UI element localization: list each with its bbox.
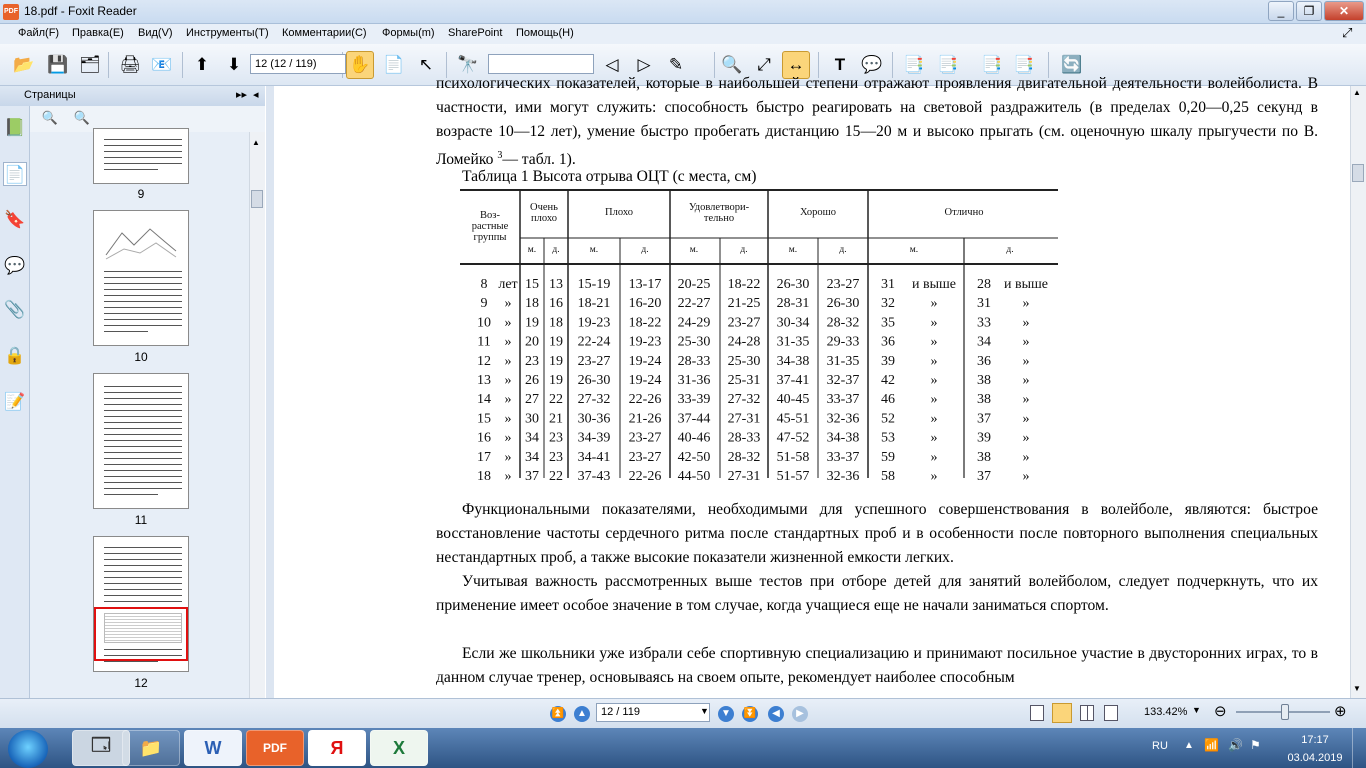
table-cell: 22 bbox=[549, 392, 563, 408]
toolbar-separator bbox=[182, 52, 183, 78]
open-icon[interactable]: 📂 bbox=[13, 55, 35, 74]
table-cell: 23-27 bbox=[727, 315, 761, 331]
taskbar-explorer-window[interactable]: 🗔 bbox=[72, 730, 130, 766]
sidebar-scrollbar[interactable] bbox=[249, 132, 265, 698]
table-cell: 33-37 bbox=[826, 449, 860, 465]
next-page-icon[interactable]: ▼ bbox=[718, 706, 734, 722]
clock-time[interactable]: 17:17 bbox=[1301, 734, 1329, 746]
table-cell: 25-31 bbox=[727, 373, 761, 388]
pages-panel-icon[interactable]: 📄 bbox=[3, 162, 27, 186]
zoom-slider-handle[interactable] bbox=[1281, 704, 1289, 720]
table-cell: 30-36 bbox=[577, 411, 611, 427]
table-cell: 33 bbox=[977, 315, 991, 331]
select-arrow-icon[interactable]: ↖ bbox=[418, 55, 434, 74]
table-cell: 51-57 bbox=[776, 469, 810, 484]
continuous-facing-icon[interactable] bbox=[1104, 705, 1118, 721]
layers-panel-icon[interactable]: 🔖 bbox=[4, 210, 26, 229]
column-header-age: растные bbox=[471, 221, 509, 232]
table-cell: 30-34 bbox=[776, 315, 810, 331]
save-icon[interactable]: 💾 bbox=[47, 55, 69, 74]
table-cell: 16 bbox=[477, 430, 491, 446]
thumbnail-number: 12 bbox=[134, 676, 148, 690]
convert-pdf-icon[interactable]: 📑 bbox=[937, 55, 959, 74]
table-cell: 31-35 bbox=[776, 334, 810, 350]
sidebar-scroll-thumb[interactable] bbox=[251, 190, 263, 208]
table-cell: 27-31 bbox=[727, 469, 761, 484]
menu-bar bbox=[0, 24, 1366, 44]
table-cell: 23 bbox=[525, 353, 539, 369]
column-header-group: Отлично bbox=[944, 207, 984, 218]
table-cell: 10 bbox=[477, 315, 491, 331]
previous-page-icon[interactable]: ⬆ bbox=[194, 55, 210, 74]
table-cell: » bbox=[504, 469, 512, 484]
table-cell: 26-30 bbox=[776, 277, 810, 292]
table-cell: 32-37 bbox=[826, 373, 860, 388]
table-cell: 28-33 bbox=[727, 430, 761, 446]
search-input[interactable] bbox=[488, 54, 594, 74]
menu-edit[interactable]: Правка(E) bbox=[72, 27, 124, 39]
find-binoculars-icon[interactable]: 🔭 bbox=[457, 55, 479, 74]
table-cell: 40-45 bbox=[776, 392, 810, 408]
table-cell: 12 bbox=[477, 353, 491, 369]
table-cell: 32-36 bbox=[826, 469, 860, 484]
table-cell: » bbox=[504, 353, 512, 369]
previous-result-icon[interactable]: ◁ bbox=[605, 55, 619, 74]
menu-comments[interactable]: Комментарии(C) bbox=[282, 27, 367, 39]
next-page-icon[interactable]: ⬇ bbox=[226, 55, 242, 74]
table-cell: 26-30 bbox=[577, 373, 611, 388]
note-icon[interactable]: 💬 bbox=[861, 55, 883, 74]
reduce-thumbnails-icon[interactable]: 🔍 bbox=[73, 110, 91, 125]
start-button[interactable] bbox=[8, 730, 48, 768]
table-cell: 46 bbox=[881, 392, 895, 408]
table-cell: 20 bbox=[525, 334, 539, 350]
table-cell: 13 bbox=[477, 373, 491, 388]
table-cell: 16 bbox=[549, 296, 563, 312]
column-header-group: Плохо bbox=[605, 207, 633, 218]
table-cell: 37 bbox=[977, 411, 991, 427]
page-number-input[interactable]: 12 (12 / 119) bbox=[250, 54, 346, 74]
table-cell: 9 bbox=[480, 296, 488, 312]
table-cell: 23-27 bbox=[577, 353, 611, 369]
pdf-settings-icon[interactable]: 📑 bbox=[1013, 55, 1035, 74]
table-cell: 22-27 bbox=[677, 296, 711, 312]
table-cell: » bbox=[930, 315, 938, 331]
table-cell: 22 bbox=[549, 469, 563, 484]
table-cell: » bbox=[930, 373, 938, 388]
table-cell: » bbox=[930, 449, 938, 465]
table-cell: 18 bbox=[477, 469, 491, 484]
menu-tools[interactable]: Инструменты(T) bbox=[186, 27, 269, 39]
menu-sharepoint[interactable]: SharePoint bbox=[448, 27, 503, 39]
table-cell: 45-51 bbox=[776, 411, 810, 427]
last-page-icon[interactable]: ⏬ bbox=[742, 706, 758, 722]
menu-forms[interactable]: Формы(m) bbox=[382, 27, 435, 39]
scanned-table bbox=[458, 188, 1060, 492]
table-cell: 47-52 bbox=[776, 430, 810, 446]
network-icon[interactable]: 📶 bbox=[1204, 738, 1219, 752]
print-icon[interactable]: 🖨 bbox=[119, 55, 141, 74]
table-cell: 22-26 bbox=[628, 392, 662, 408]
thumbnail-number: 11 bbox=[134, 513, 148, 527]
page-thumbnails bbox=[30, 132, 248, 698]
table-cell: 25-30 bbox=[727, 353, 761, 369]
table-cell: 29-33 bbox=[826, 334, 860, 350]
page-thumbnail[interactable] bbox=[93, 373, 189, 509]
table-cell: » bbox=[930, 411, 938, 427]
single-page-icon[interactable] bbox=[1030, 705, 1044, 721]
status-page-input[interactable]: 12 / 119 bbox=[596, 703, 710, 722]
table-cell: 19-24 bbox=[628, 353, 662, 369]
table-cell: 44-50 bbox=[677, 469, 711, 484]
signatures-panel-icon[interactable]: 📝 bbox=[4, 392, 26, 411]
table-cell: лет bbox=[498, 277, 518, 292]
table-cell: 38 bbox=[977, 449, 991, 465]
table-cell: » bbox=[504, 315, 512, 331]
table-cell: 42 bbox=[881, 373, 895, 388]
taskbar-word[interactable]: W bbox=[184, 730, 242, 766]
table-cell: 18 bbox=[525, 296, 539, 312]
column-header-sex: м. bbox=[589, 245, 599, 255]
scroll-up-icon[interactable]: ▲ bbox=[252, 138, 260, 147]
table-cell: 35 bbox=[881, 315, 895, 331]
table-cell: » bbox=[1022, 373, 1030, 388]
table-cell: 19 bbox=[525, 315, 539, 331]
paragraph-1: психологических показателей, которые в наибольшей степени отражают проявления двигательной деятельности волейболиста. В частности, ими могут служить: способность быстро реагировать на световой раздражитель (в пределах 0,20—0,25 секунд в возрасте 10—12 лет), умение быстро пробегать дистанцию 15—20 м и высоко прыгать (см. оценочную шкалу прыгучести по В. Ломейко $^3$— табл. 1). bbox=[436, 75, 1318, 169]
maximize-button[interactable]: ❐ bbox=[1296, 1, 1322, 21]
table-cell: 40-46 bbox=[677, 430, 711, 446]
table-cell: 36 bbox=[977, 353, 991, 369]
page-thumbnail-current[interactable] bbox=[93, 536, 189, 672]
table-cell: » bbox=[1022, 411, 1030, 427]
restore-icon[interactable]: ⤢ bbox=[1342, 25, 1353, 40]
table-cell: 34-39 bbox=[577, 430, 611, 446]
table-cell: 23-27 bbox=[628, 430, 662, 446]
table-cell: 26 bbox=[525, 373, 539, 388]
table-cell: 23-27 bbox=[628, 449, 662, 465]
table-cell: » bbox=[930, 430, 938, 446]
column-header-sex: д. bbox=[552, 245, 560, 255]
table-cell: 19 bbox=[549, 334, 563, 350]
taskbar-excel[interactable]: X bbox=[370, 730, 428, 766]
table-cell: » bbox=[930, 353, 938, 369]
taskbar-folder[interactable]: 📁 bbox=[122, 730, 180, 766]
table-cell: » bbox=[1022, 315, 1030, 331]
page-thumbnail[interactable] bbox=[93, 128, 189, 184]
table-cell: » bbox=[930, 392, 938, 408]
attachments-panel-icon[interactable]: 📎 bbox=[4, 300, 26, 319]
table-cell: 28-32 bbox=[727, 449, 761, 465]
table-cell: » bbox=[1022, 334, 1030, 350]
column-header-sex: д. bbox=[740, 245, 748, 255]
column-header-sex: д. bbox=[1006, 245, 1014, 255]
thumbnail-number: 10 bbox=[134, 350, 148, 364]
facing-page-icon[interactable] bbox=[1080, 705, 1094, 721]
scroll-down-icon[interactable]: ▼ bbox=[1353, 684, 1361, 693]
column-header-group: плохо bbox=[531, 213, 557, 224]
sidebar-splitter[interactable] bbox=[266, 86, 274, 698]
table-cell: 39 bbox=[881, 353, 895, 369]
table-cell: 38 bbox=[977, 392, 991, 408]
table-cell: 17 bbox=[477, 449, 491, 465]
column-header-sex: д. bbox=[641, 245, 649, 255]
table-cell: 32-36 bbox=[826, 411, 860, 427]
sidebar-title: Страницы bbox=[24, 89, 76, 101]
table-cell: 18-21 bbox=[577, 296, 611, 312]
table-graphic bbox=[458, 188, 1060, 492]
table-cell: 59 bbox=[881, 449, 895, 465]
table-cell: » bbox=[504, 373, 512, 388]
table-cell: 38 bbox=[977, 373, 991, 388]
table-cell: 20-25 bbox=[677, 277, 711, 292]
window-title: 18.pdf - Foxit Reader bbox=[24, 4, 137, 18]
paragraph-4: Если же школьники уже избрали себе спортивную специализацию и принимают посильное участие в двусторонних играх, то в данном случае тренер, основываясь на своем опыте, рекомендует наиболее способным bbox=[436, 645, 1318, 686]
table-cell: 23 bbox=[549, 449, 563, 465]
action-center-icon[interactable]: ⚑ bbox=[1250, 738, 1261, 752]
table-cell: 18-22 bbox=[727, 277, 761, 292]
table-cell: 31-35 bbox=[826, 353, 860, 369]
hand-tool-icon[interactable]: ✋ bbox=[346, 51, 374, 79]
table-cell: 16-20 bbox=[628, 296, 662, 312]
table-cell: » bbox=[504, 430, 512, 446]
table-cell: » bbox=[504, 296, 512, 312]
previous-page-icon[interactable]: ▲ bbox=[574, 706, 590, 722]
enlarge-thumbnails-icon[interactable]: 🔍 bbox=[41, 110, 59, 125]
table-cell: 8 bbox=[480, 277, 488, 292]
table-cell: 21-25 bbox=[727, 296, 761, 312]
table-cell: » bbox=[1022, 469, 1030, 484]
table-cell: 34 bbox=[525, 449, 539, 465]
bookmarks-panel-icon[interactable]: 📗 bbox=[4, 118, 26, 137]
menu-help[interactable]: Помощь(H) bbox=[516, 27, 574, 39]
table-caption: Таблица 1 Высота отрыва ОЦТ (с места, см) bbox=[462, 168, 757, 185]
taskbar-yandex-browser[interactable]: Я bbox=[308, 730, 366, 766]
table-cell: » bbox=[1022, 449, 1030, 465]
app-icon: PDF bbox=[3, 4, 19, 20]
table-cell: 22-24 bbox=[577, 334, 611, 350]
continuous-page-icon[interactable] bbox=[1052, 703, 1072, 723]
zoom-out-icon[interactable]: ⊖ bbox=[1214, 703, 1227, 720]
table-cell: 58 bbox=[881, 469, 895, 484]
table-cell: 32 bbox=[881, 296, 895, 312]
table-cell: 34-41 bbox=[577, 449, 611, 465]
table-cell: 28-31 bbox=[776, 296, 810, 312]
table-cell: 15 bbox=[477, 411, 491, 427]
table-cell: 15-19 bbox=[577, 277, 611, 292]
table-cell: 19-23 bbox=[577, 315, 611, 331]
table-cell: 15 bbox=[525, 277, 539, 292]
table-cell: 31 bbox=[977, 296, 991, 312]
sidebar-expand-icon[interactable]: ▸▸ bbox=[236, 89, 248, 101]
zoom-level[interactable]: 133.42% bbox=[1144, 706, 1188, 718]
table-cell: 37-43 bbox=[577, 469, 611, 484]
page-thumbnail[interactable] bbox=[93, 210, 189, 346]
table-cell: 27-32 bbox=[577, 392, 611, 408]
select-text-icon[interactable]: 📄 bbox=[383, 55, 405, 74]
close-button[interactable]: ✕ bbox=[1324, 1, 1364, 21]
table-cell: 27-32 bbox=[727, 392, 761, 408]
volume-icon[interactable]: 🔊 bbox=[1228, 738, 1243, 752]
share-icon[interactable]: 🔄 bbox=[1061, 55, 1083, 74]
table-cell: 28-33 bbox=[677, 353, 711, 369]
table-cell: 19-23 bbox=[628, 334, 662, 350]
table-cell: 27 bbox=[525, 392, 539, 408]
menu-file[interactable]: Файл(F) bbox=[18, 27, 60, 39]
minimize-button[interactable]: _ bbox=[1268, 1, 1294, 21]
column-header-group: тельно bbox=[703, 213, 735, 224]
table-cell: 28-32 bbox=[826, 315, 860, 331]
table-cell: 13 bbox=[549, 277, 563, 292]
sidebar-collapse-icon[interactable]: ◂ bbox=[253, 89, 259, 101]
column-header-group: Удовлетвори- bbox=[688, 202, 750, 213]
table-cell: 37 bbox=[525, 469, 539, 484]
clock-date[interactable]: 03.04.2019 bbox=[1287, 752, 1343, 764]
table-cell: 34-38 bbox=[776, 353, 810, 369]
column-header-group: Очень bbox=[530, 202, 558, 213]
column-header-age: группы bbox=[473, 232, 507, 243]
table-cell: 25-30 bbox=[677, 334, 711, 350]
paragraph-2: Функциональными показателями, необходимыми для успешного совершенствования в волейболе, являются: быстрое восстановление частоты сердечного ритма после стандартных проб и в особенности после повторного выполнения специальных нестандартных проб, а также высокие показатели жизненной емкости легких. bbox=[436, 501, 1318, 566]
table-cell: 36 bbox=[881, 334, 895, 350]
table-cell: 34-38 bbox=[826, 430, 860, 446]
title-bar bbox=[0, 0, 1366, 24]
table-cell: 42-50 bbox=[677, 449, 711, 465]
table-cell: 31 bbox=[881, 277, 895, 292]
table-cell: » bbox=[504, 411, 512, 427]
table-cell: 22-26 bbox=[628, 469, 662, 484]
actual-size-icon[interactable]: 🔍 bbox=[721, 55, 743, 74]
first-page-icon[interactable]: ⏫ bbox=[550, 706, 566, 722]
sidebar-panel-icons bbox=[0, 106, 30, 698]
paragraph-3: Учитывая важность рассмотренных выше тестов при отборе детей для занятий волейболом, следует подчеркнуть, что их применение имеет особое значение в том случае, когда учащиеся еще не начали заниматься спортом. bbox=[436, 573, 1318, 614]
column-header-sex: м. bbox=[909, 245, 919, 255]
table-cell: 37 bbox=[977, 469, 991, 484]
toolbar-separator bbox=[108, 52, 109, 78]
table-cell: 39 bbox=[977, 430, 991, 446]
text-tool-icon[interactable]: T bbox=[834, 55, 846, 74]
table-cell: 53 bbox=[881, 430, 895, 446]
comments-panel-icon[interactable]: 💬 bbox=[4, 256, 26, 275]
menu-view[interactable]: Вид(V) bbox=[138, 27, 173, 39]
next-result-icon[interactable]: ▷ bbox=[637, 55, 651, 74]
table-cell: » bbox=[504, 392, 512, 408]
column-header-sex: м. bbox=[788, 245, 798, 255]
table-cell: » bbox=[504, 449, 512, 465]
go-forward-icon[interactable]: ▶ bbox=[792, 706, 808, 722]
table-cell: 13-17 bbox=[628, 277, 662, 292]
show-desktop-button[interactable] bbox=[1352, 728, 1366, 768]
zoom-dropdown-icon[interactable]: ▼ bbox=[1192, 705, 1201, 715]
table-cell: 28 bbox=[977, 277, 991, 292]
table-cell: 23 bbox=[549, 430, 563, 446]
table-cell: 24-29 bbox=[677, 315, 711, 331]
table-cell: 19-24 bbox=[628, 373, 662, 388]
table-cell: 23-27 bbox=[826, 277, 860, 292]
column-header-sex: д. bbox=[839, 245, 847, 255]
security-panel-icon[interactable]: 🔒 bbox=[4, 346, 26, 365]
table-cell: » bbox=[930, 334, 938, 350]
table-cell: » bbox=[1022, 392, 1030, 408]
fit-page-icon[interactable]: ⤢ bbox=[757, 55, 771, 74]
table-cell: 11 bbox=[477, 334, 491, 350]
table-cell: и выше bbox=[911, 277, 957, 292]
viewport-indicator[interactable] bbox=[94, 607, 188, 661]
create-pdf-icon[interactable]: 📑 bbox=[903, 55, 925, 74]
table-cell: 52 bbox=[881, 411, 895, 427]
table-cell: » bbox=[1022, 430, 1030, 446]
column-header-sex: м. bbox=[527, 245, 537, 255]
taskbar-foxit-reader[interactable]: PDF bbox=[246, 730, 304, 766]
page-dropdown-icon[interactable]: ▼ bbox=[700, 706, 709, 716]
document-scroll-thumb[interactable] bbox=[1352, 164, 1364, 182]
save-all-icon[interactable]: 🗂 bbox=[79, 55, 101, 74]
table-cell: и выше bbox=[1003, 277, 1049, 292]
table-cell: » bbox=[1022, 353, 1030, 369]
table-cell: 37-41 bbox=[776, 373, 810, 388]
table-cell: » bbox=[1022, 296, 1030, 312]
email-icon[interactable]: 📧 bbox=[151, 55, 173, 74]
table-cell: 33-37 bbox=[826, 392, 860, 408]
typewriter-icon[interactable]: ✎ bbox=[668, 55, 684, 74]
tray-expand-icon[interactable]: ▲ bbox=[1184, 740, 1194, 751]
zoom-in-icon[interactable]: ⊕ bbox=[1334, 703, 1347, 720]
table-cell: 34 bbox=[525, 430, 539, 446]
export-pdf-icon[interactable]: 📑 bbox=[981, 55, 1003, 74]
table-cell: 19 bbox=[549, 353, 563, 369]
table-cell: 31-36 bbox=[677, 373, 711, 388]
table-cell: » bbox=[930, 296, 938, 312]
language-indicator[interactable]: RU bbox=[1152, 740, 1168, 752]
table-cell: 34 bbox=[977, 334, 991, 350]
table-cell: » bbox=[930, 469, 938, 484]
column-header-sex: м. bbox=[689, 245, 699, 255]
table-cell: 24-28 bbox=[727, 334, 761, 350]
column-header-age: Воз- bbox=[480, 210, 500, 221]
table-cell: 51-58 bbox=[776, 449, 810, 465]
table-cell: 18-22 bbox=[628, 315, 662, 331]
table-cell: 27-31 bbox=[727, 411, 761, 427]
table-cell: 18 bbox=[549, 315, 563, 331]
column-header-group: Хорошо bbox=[799, 207, 837, 218]
fit-width-icon[interactable]: ↔ bbox=[782, 51, 810, 79]
table-cell: 30 bbox=[525, 411, 539, 427]
thumbnail-number: 9 bbox=[137, 187, 145, 201]
table-cell: » bbox=[504, 334, 512, 350]
scroll-up-icon[interactable]: ▲ bbox=[1353, 88, 1361, 97]
table-cell: 21-26 bbox=[628, 411, 662, 427]
thumbnail-chart bbox=[94, 215, 190, 265]
table-cell: 26-30 bbox=[826, 296, 860, 312]
table-cell: 37-44 bbox=[677, 411, 711, 427]
go-back-icon[interactable]: ◀ bbox=[768, 706, 784, 722]
table-cell: 19 bbox=[549, 373, 563, 388]
table-cell: 21 bbox=[549, 411, 563, 427]
table-cell: 14 bbox=[477, 392, 491, 408]
table-cell: 33-39 bbox=[677, 392, 711, 408]
